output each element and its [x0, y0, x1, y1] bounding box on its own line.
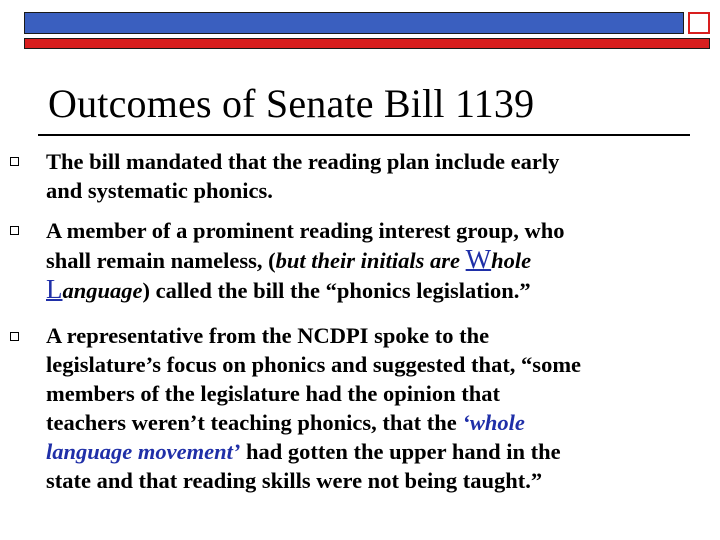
bullet-3-line-4: [46, 408, 716, 437]
bullet-2-text: [46, 216, 716, 305]
decorative-header-bars: [24, 12, 710, 36]
bullet-2-line-2: [46, 245, 716, 275]
bullet-2-line-1: A member of a prominent reading interest group, who: [46, 218, 565, 243]
language-initial-letter: L: [46, 274, 63, 304]
bullet-1-text: [46, 147, 716, 205]
bullet-2-marker: [10, 226, 19, 235]
whole-initial-letter: W: [465, 244, 492, 274]
bullet-2-line-2-italic: but their initials are: [275, 248, 466, 273]
header-red-square: [688, 12, 710, 34]
header-blue-bar: [24, 12, 684, 34]
bullet-3-line-5: [46, 437, 716, 466]
bullet-1-line-2: and systematic phonics.: [46, 178, 273, 203]
bullet-2-line-2-start: shall remain nameless, (: [46, 248, 276, 273]
bullet-1-marker: [10, 157, 19, 166]
bullet-3-line-4-start: teachers weren’t teaching phonics, that the: [46, 410, 463, 435]
language-word-rest: anguage: [62, 278, 143, 303]
bullet-2-line-3: [46, 275, 716, 305]
bullet-3-line-3: members of the legislature had the opinion that: [46, 381, 500, 406]
bullet-3-line-1: A representative from the NCDPI spoke to the: [46, 323, 490, 348]
bullet-3-text: [46, 321, 716, 495]
bullet-1-line-1: The bill mandated that the reading plan include early: [46, 149, 560, 174]
whole-word-rest: hole: [491, 248, 532, 273]
header-red-bar: [24, 38, 710, 49]
bullet-3-line-2: legislature’s focus on phonics and suggested that, “some: [46, 352, 582, 377]
slide-title: Outcomes of Senate Bill 1139: [48, 81, 535, 126]
bullet-2-line-3-tail: ) called the bill the “phonics legislation.”: [142, 278, 531, 303]
language-movement-quote: language movement’: [46, 439, 241, 464]
whole-quote-start: ‘whole: [462, 410, 525, 435]
title-underline-rule: [38, 134, 690, 136]
bullet-3-marker: [10, 332, 19, 341]
bullet-3-line-6: state and that reading skills were not being taught.”: [46, 468, 543, 493]
bullet-3-line-5-rest: had gotten the upper hand in the: [240, 439, 561, 464]
